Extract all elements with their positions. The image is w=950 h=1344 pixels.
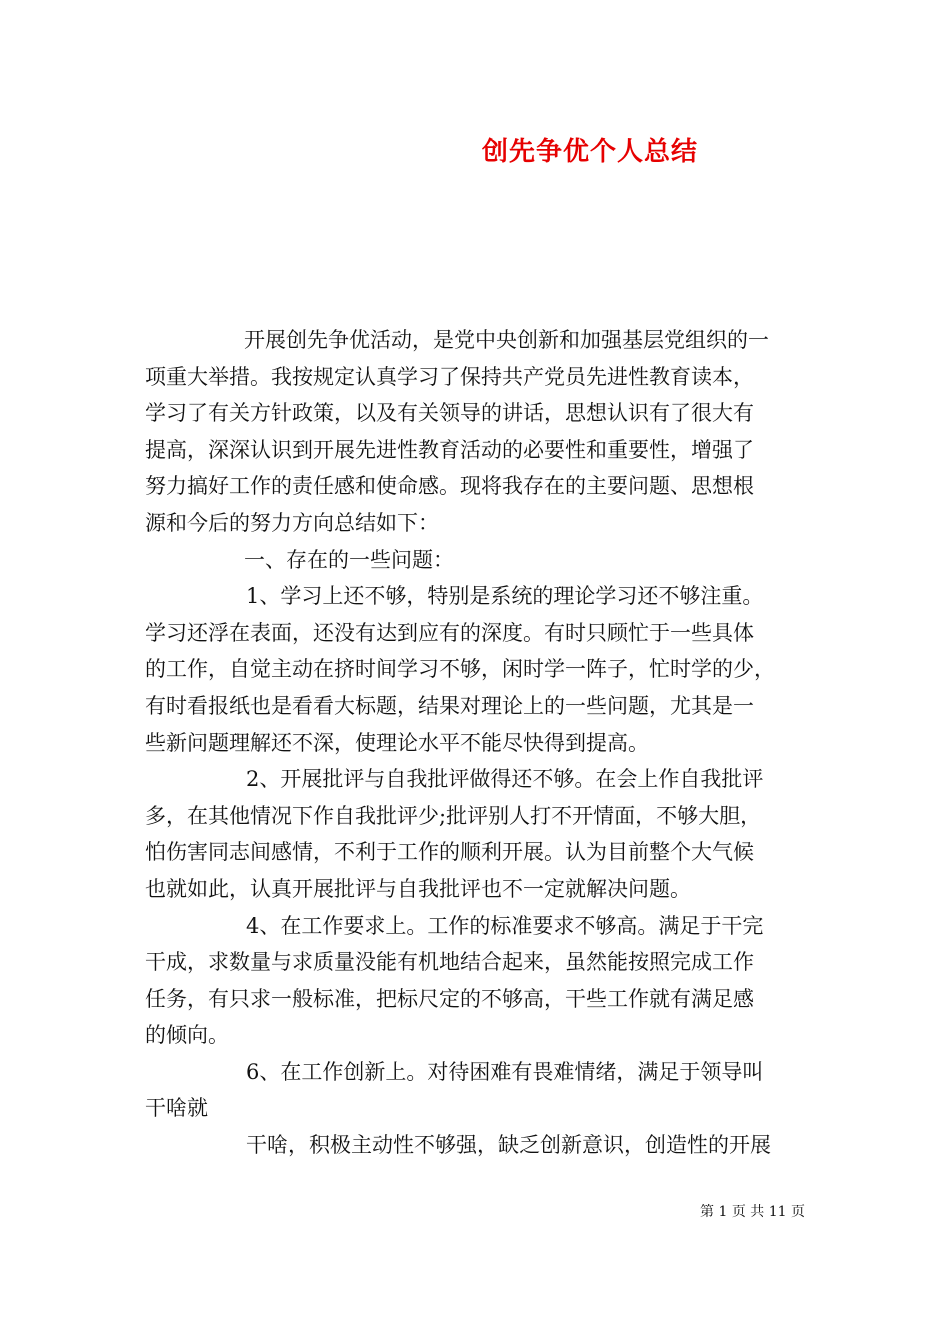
document-title: 创先争优个人总结 <box>481 137 698 167</box>
paragraph-line: 2、开展批评与自我批评做得还不够。在会上作自我批评 <box>246 767 764 792</box>
paragraph-line: 努力搞好工作的责任感和使命感。现将我存在的主要问题、思想根 <box>145 474 754 499</box>
paragraph-line: 开展创先争优活动，是党中央创新和加强基层党组织的一 <box>244 328 769 352</box>
paragraph-line: 怕伤害同志间感情，不利于工作的顺利开展。认为目前整个大气候 <box>145 840 754 865</box>
paragraph-line: 干啥，积极主动性不够强，缺乏创新意识，创造性的开展 <box>246 1133 771 1158</box>
paragraph-line: 多，在其他情况下作自我批评少;批评别人打不开情面，不够大胆， <box>145 803 762 828</box>
paragraph-line: 也就如此，认真开展批评与自我批评也不一定就解决问题。 <box>145 876 691 901</box>
paragraph-line: 源和今后的努力方向总结如下： <box>145 510 439 535</box>
paragraph-line: 项重大举措。我按规定认真学习了保持共产党员先进性教育读本， <box>145 364 754 389</box>
paragraph-line: 4、在工作要求上。工作的标准要求不够高。满足于干完 <box>246 913 764 938</box>
paragraph-line: 学习还浮在表面，还没有达到应有的深度。有时只顾忙于一些具体 <box>145 620 754 645</box>
document-body <box>145 322 817 1164</box>
paragraph-line: 1、学习上还不够，特别是系统的理论学习还不够注重。 <box>246 584 764 609</box>
paragraph-line: 提高，深深认识到开展先进性教育活动的必要性和重要性，增强了 <box>145 437 754 462</box>
paragraph-line: 学习了有关方针政策，以及有关领导的讲话，思想认识有了很大有 <box>145 401 754 426</box>
paragraph-line: 有时看报纸也是看看大标题，结果对理论上的一些问题，尤其是一 <box>145 693 754 718</box>
paragraph-line: 6、在工作创新上。对待困难有畏难情绪，满足于领导叫 <box>246 1059 764 1084</box>
paragraph-line: 干啥就 <box>145 1096 208 1121</box>
paragraph-line: 的倾向。 <box>145 1023 229 1048</box>
paragraph-line: 任务，有只求一般标准，把标尺定的不够高，干些工作就有满足感 <box>145 986 754 1011</box>
paragraph-line: 些新问题理解还不深，使理论水平不能尽快得到提高。 <box>145 730 649 755</box>
section-heading: 一、存在的一些问题： <box>244 547 454 572</box>
page-number-footer: 第 1 页 共 11 页 <box>700 1204 805 1220</box>
paragraph-line: 的工作，自觉主动在挤时间学习不够，闲时学一阵子，忙时学的少， <box>145 657 775 682</box>
paragraph-line: 干成，求数量与求质量没能有机地结合起来，虽然能按照完成工作 <box>145 950 754 975</box>
